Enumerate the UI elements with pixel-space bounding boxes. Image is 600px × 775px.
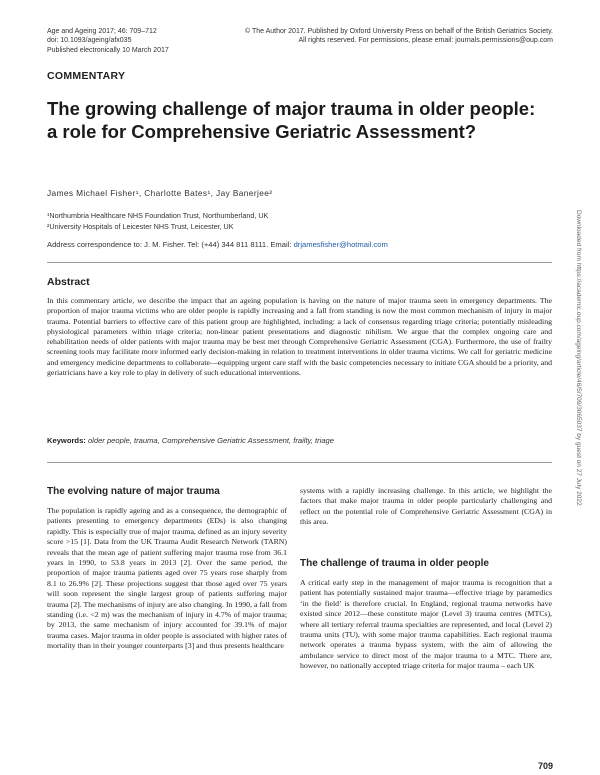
right-column-intro: systems with a rapidly increasing challenge. In this article, we highlight the factors that make major trauma in older people particularly challenging and reflect on the potential role of Comprehensive Geriatric Assessment (CGA) in this area. <box>300 486 552 527</box>
permissions-line: All rights reserved. For permissions, please email: journals.permissions@oup.com <box>298 37 553 45</box>
email-link[interactable]: drjamesfisher@hotmail.com <box>293 240 388 249</box>
divider <box>47 462 552 463</box>
section-heading-challenge: The challenge of trauma in older people <box>300 558 489 569</box>
left-column-text: The population is rapidly ageing and as a consequence, the demographic of patients presenting to emergency departments (EDs) is also changing rapidly. This is especially true of major trauma, defined as an injury severity score >15 [1]. Data from the UK Trauma Audit Research Network (TARN) reveals that the mean age of patient suffering major trauma rose from 36.1 years in 1990, to 53.8 years in 2013 [2]. Over the same period, the proportion of major trauma patients aged over 75 years rose sharply from 8.1 to 26.9% [2]. These projections suggest that those aged over 75 years will soon represent the single largest group of patients suffering major trauma [2]. The mechanisms of injury are also changing. In 1990, a fall from standing (i.e. <2 m) was the mechanism of injury in 4.7% of major trauma; by 2013, the same mechanism of injury accounted for 39.1% of major trauma cases. Major trauma in older people is associated with higher rates of mortality than in their younger counterparts [3] and thus presents healthcare <box>47 506 287 651</box>
citation-line: Age and Ageing 2017; 46: 709–712 <box>47 28 157 35</box>
correspondence <box>47 240 388 249</box>
section-heading-evolving: The evolving nature of major trauma <box>47 486 220 497</box>
keywords-values: older people, trauma, Comprehensive Geriatric Assessment, frailty, triage <box>87 436 335 445</box>
keywords-label: Keywords: <box>47 436 86 445</box>
abstract-text: In this commentary article, we describe the impact that an ageing population is having on the nature of major trauma seen in emergency departments. The proportion of major trauma victims who are older people is rapidly increasing and a fall from standing is now the most common mechanism of injury in major trauma. Potential barriers to effective care of this patient group are highlighted, including: a lack of consensus regarding triage criteria; potentially misleading physiological parameters within triage criteria; non-linear patient presentations and diagnostic nihilism. We argue that the complex ongoing care and rehabilitation needs of older patients with major trauma may be best met through Comprehensive Geriatric Assessment (CGA). Furthermore, the use of frailty screening tools may facilitate more informed early decision-making in relation to treatment interventions in older trauma victims. We call for geriatric medicine and emergency medicine departments to collaborate—equipping urgent care staff with the basic competencies necessary to initiate CGA should be a priority, and geriatricians have a key role to play in delivery of such educational interventions. <box>47 296 552 378</box>
copyright-line: © The Author 2017. Published by Oxford University Press on behalf of the British Geriatrics Society. <box>245 28 553 35</box>
article-title: The growing challenge of major trauma in older people: a role for Comprehensive Geriatric Assessment? <box>47 98 536 142</box>
divider <box>47 262 552 263</box>
journal-citation <box>47 27 169 55</box>
copyright-notice <box>245 27 553 46</box>
correspondence-text: Address correspondence to: J. M. Fisher. Tel: (+44) 344 811 8111. Email: <box>47 240 294 249</box>
affiliation-1: ¹Northumbria Healthcare NHS Foundation Trust, Northumberland, UK <box>47 211 269 220</box>
affiliation-2: ²University Hospitals of Leicester NHS Trust, Leicester, UK <box>47 222 234 231</box>
published-line: Published electronically 10 March 2017 <box>47 46 169 54</box>
doi-line: doi: 10.1093/ageing/afx035 <box>47 37 132 45</box>
abstract-heading: Abstract <box>47 276 90 288</box>
keywords <box>47 436 552 445</box>
page-number: 709 <box>537 761 553 771</box>
right-column-text: A critical early step in the management of major trauma is recognition that a patient has potentially sustained major trauma—effective triage by paramedics ‘in the field’ is therefore crucial. In England, regional trauma networks have existed since 2012—these constitute major (Level 3) trauma centres (MTCs), where all tertiary referral trauma specialties are represented, and local (Level 2) trauma units (TU), with some major trauma capabilities. Each regional trauma network operates a trauma bypass system, with the aim of allowing the ambulance service to direct most of the major trauma to a MTC. There are, however, no nationally accepted triage criteria for major trauma – each UK <box>300 578 552 671</box>
download-note: Downloaded from https://academic.oup.com/ageing/article/46/5/709/3065037 by guest on 27 July 2022 <box>575 210 582 506</box>
author-list: James Michael Fisher¹, Charlotte Bates¹, Jay Banerjee² <box>47 188 273 198</box>
section-label: COMMENTARY <box>47 70 126 82</box>
